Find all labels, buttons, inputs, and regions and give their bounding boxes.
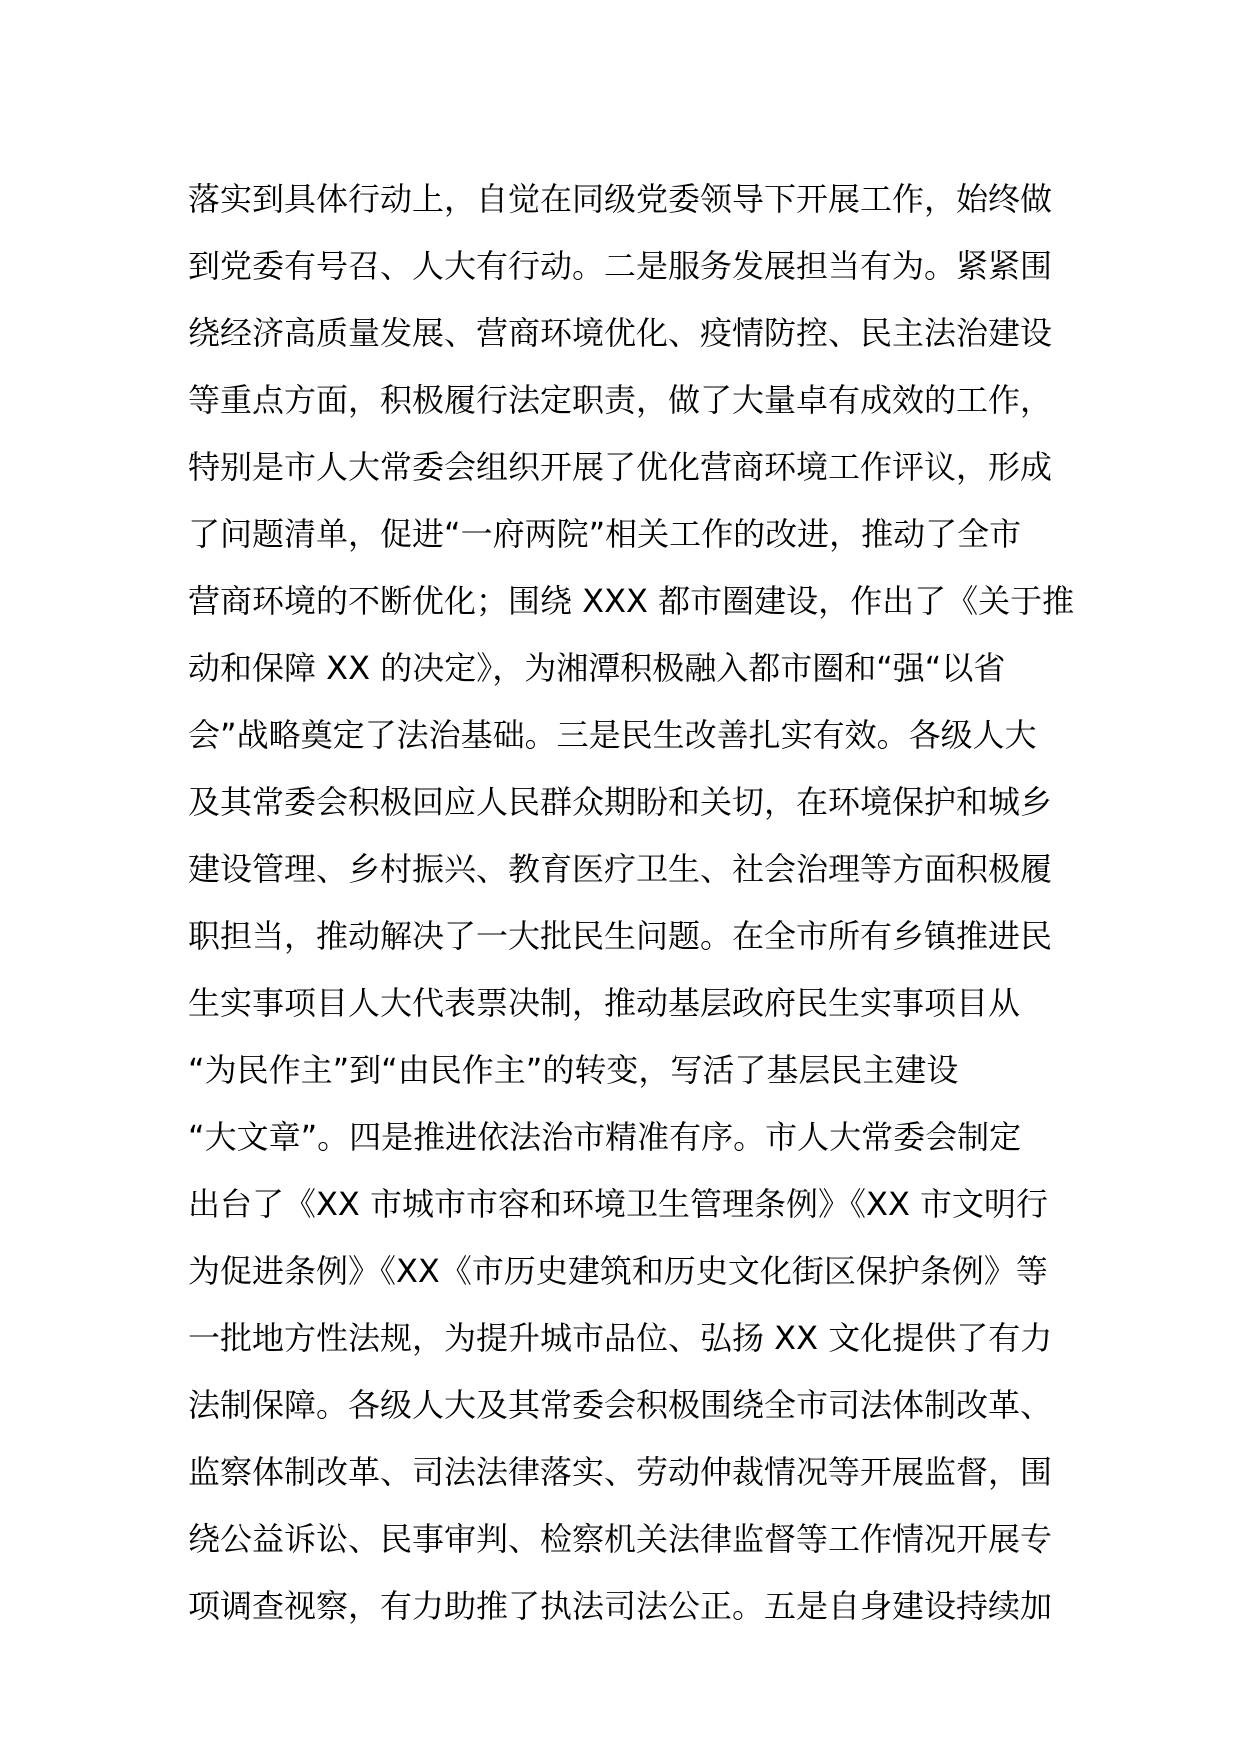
text-line: 出台了《XX 市城市市容和环境卫生管理条例》《XX 市文明行 xyxy=(188,1185,1049,1223)
text-line: 特别是市人大常委会组织开展了优化营商环境工作评议，形成 xyxy=(188,448,1053,486)
text-line: 及其常委会积极回应人民群众期盼和关切，在环境保护和城乡 xyxy=(188,783,1053,821)
text-line: “为民作主”到“由民作主”的转变，写活了基层民主建设 xyxy=(188,1051,959,1089)
text-line: 了问题清单，促进“一府两院”相关工作的改进，推动了全市 xyxy=(188,515,1022,553)
text-line: 等重点方面，积极履行法定职责，做了大量卓有成效的工作， xyxy=(188,381,1053,419)
text-line: 为促进条例》《XX《市历史建筑和历史文化街区保护条例》等 xyxy=(188,1252,1048,1290)
text-line: 生实事项目人大代表票决制，推动基层政府民生实事项目从 xyxy=(188,984,1021,1022)
text-line: 职担当，推动解决了一大批民生问题。在全市所有乡镇推进民 xyxy=(188,917,1053,955)
text-line: 动和保障 XX 的决定》，为湘潭积极融入都市圈和“强“以省 xyxy=(188,649,1006,687)
text-line: 绕经济高质量发展、营商环境优化、疫情防控、民主法治建设 xyxy=(188,314,1053,352)
text-line: 法制保障。各级人大及其常委会积极围绕全市司法体制改革、 xyxy=(188,1386,1053,1424)
text-line: 到党委有号召、人大有行动。二是服务发展担当有为。紧紧围 xyxy=(188,247,1053,285)
text-line: 一批地方性法规，为提升城市品位、弘扬 XX 文化提供了有力 xyxy=(188,1319,1053,1357)
text-line: 项调查视察，有力助推了执法司法公正。五是自身建设持续加 xyxy=(188,1587,1053,1625)
body-text xyxy=(188,166,1075,1640)
text-line: 建设管理、乡村振兴、教育医疗卫生、社会治理等方面积极履 xyxy=(188,850,1053,888)
text-line: 绕公益诉讼、民事审判、检察机关法律监督等工作情况开展专 xyxy=(188,1520,1053,1558)
text-line: “大文章”。四是推进依法治市精准有序。市人大常委会制定 xyxy=(188,1118,1022,1156)
text-line: 监察体制改革、司法法律落实、劳动仲裁情况等开展监督，围 xyxy=(188,1453,1053,1491)
text-line: 落实到具体行动上，自觉在同级党委领导下开展工作，始终做 xyxy=(188,180,1053,218)
text-line: 会”战略奠定了法治基础。三是民生改善扎实有效。各级人大 xyxy=(188,716,1037,754)
text-line: 营商环境的不断优化；围绕 XXX 都市圈建设，作出了《关于推 xyxy=(188,582,1075,620)
